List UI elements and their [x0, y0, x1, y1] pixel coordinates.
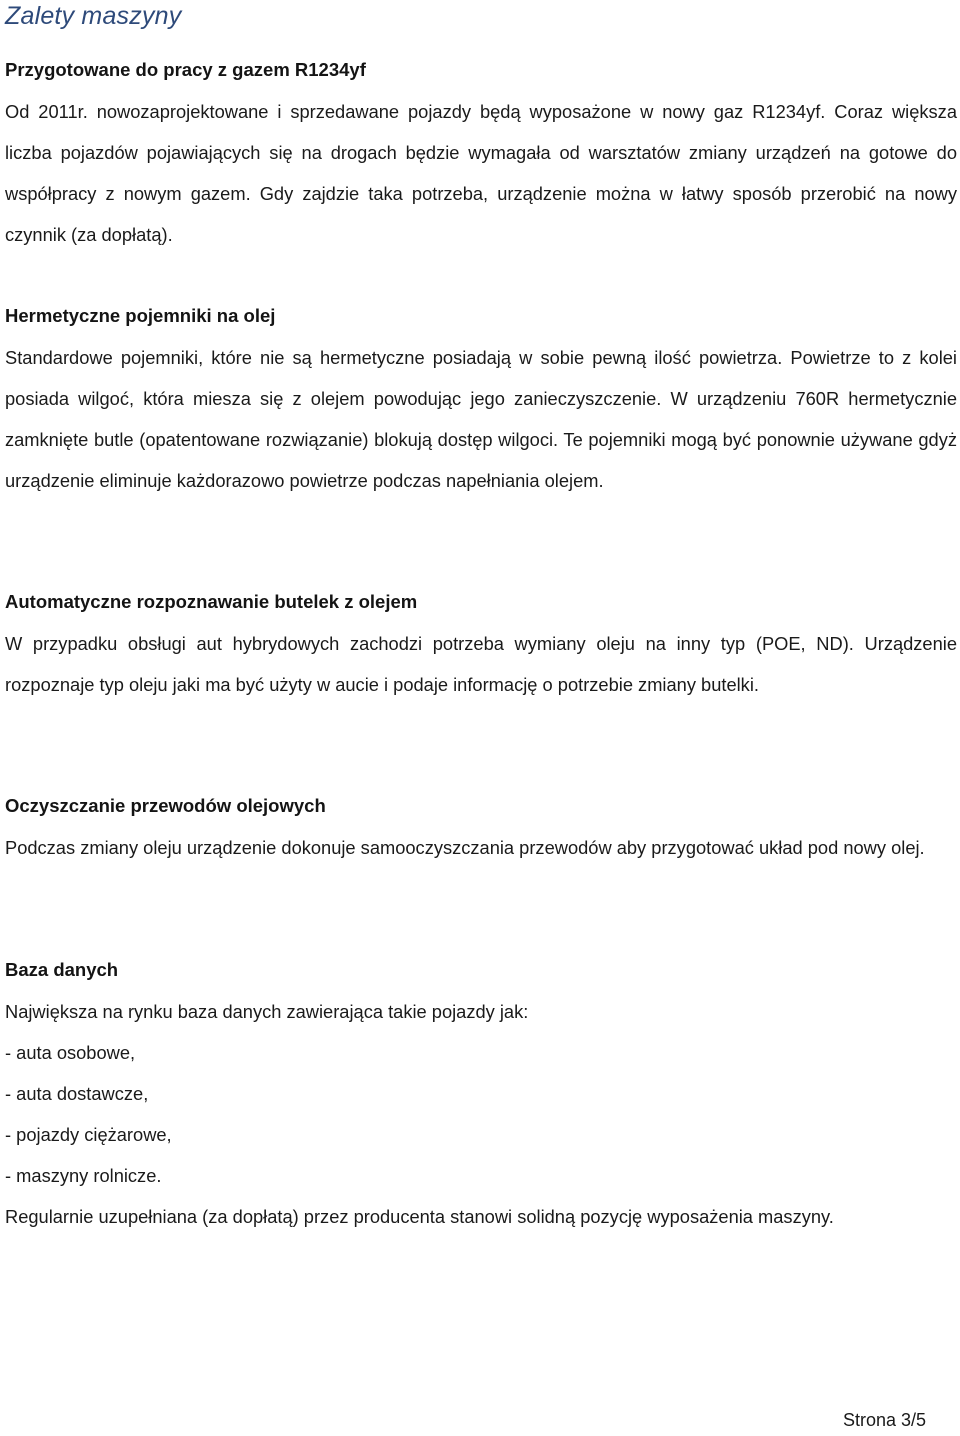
section-heading: Automatyczne rozpoznawanie butelek z olejem: [5, 591, 418, 612]
section-database: [5, 959, 957, 1237]
section-oil-bottle-recognition: [5, 591, 957, 705]
vehicle-type-list: [5, 1032, 957, 1196]
section-heading: Przygotowane do pracy z gazem R1234yf: [5, 59, 366, 80]
section-paragraph: W przypadku obsługi aut hybrydowych zachodzi potrzeba wymiany oleju na inny typ (POE, ND). Urządzenie rozpoznaje typ oleju jaki ma być użyty w aucie i podaje informację o potrzebie zmiany butelki.: [5, 633, 957, 695]
section-closing: Regularnie uzupełniana (za dopłatą) przez producenta stanowi solidną pozycję wyposażenia maszyny.: [5, 1206, 834, 1227]
section-heading: Hermetyczne pojemniki na olej: [5, 305, 276, 326]
page-number: Strona 3/5: [842, 1410, 926, 1430]
section-paragraph: Od 2011r. nowozaprojektowane i sprzedawane pojazdy będą wyposażone w nowy gaz R1234yf. Coraz większa liczba pojazdów pojawiających się na drogach będzie wymagała od warsztatów zmiany urządzeń na gotowe do współpracy z nowym gazem. Gdy zajdzie taka potrzeba, urządzenie można w łatwy sposób przerobić na nowy czynnik (za dopłatą).: [5, 101, 957, 245]
section-heading: Oczyszczanie przewodów olejowych: [5, 795, 326, 816]
page-title: Zalety maszyny: [5, 2, 182, 30]
section-hermetic-containers: [5, 305, 957, 501]
section-paragraph: Standardowe pojemniki, które nie są hermetyczne posiadają w sobie pewną ilość powietrza. Powietrze to z kolei posiada wilgoć, która miesza się z olejem powodując jego zanieczyszczenie. W urządzeniu 760R hermetycznie zamknięte butle (opatentowane rozwiązanie) blokują dostęp wilgoci. Te pojemniki mogą być ponownie używane gdyż urządzenie eliminuje każdorazowo powietrze podczas napełniania olejem.: [5, 347, 957, 491]
section-intro: Największa na rynku baza danych zawierająca takie pojazdy jak:: [5, 1001, 529, 1022]
section-oil-line-cleaning: [5, 795, 957, 868]
list-item: - maszyny rolnicze.: [5, 1165, 162, 1186]
list-item: - auta dostawcze,: [5, 1083, 149, 1104]
list-item: - auta osobowe,: [5, 1042, 136, 1063]
section-r1234yf: [5, 59, 957, 255]
section-heading: Baza danych: [5, 959, 119, 980]
list-item: - pojazdy ciężarowe,: [5, 1124, 172, 1145]
section-paragraph: Podczas zmiany oleju urządzenie dokonuje samooczyszczania przewodów aby przygotować układ pod nowy olej.: [5, 837, 925, 858]
